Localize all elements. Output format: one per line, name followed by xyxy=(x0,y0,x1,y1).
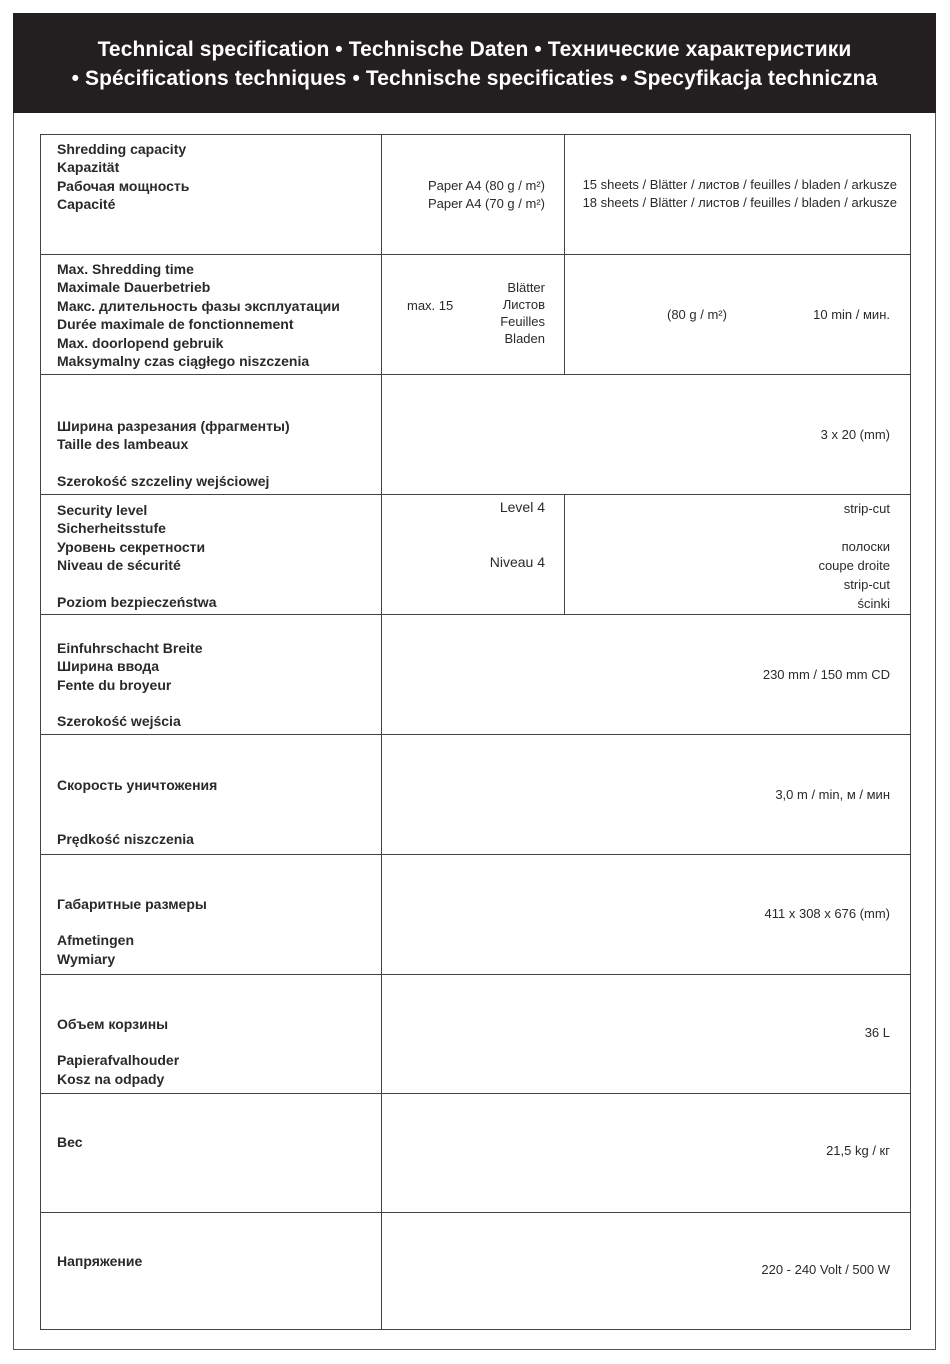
label-max-shredding-time: Max. Shredding time Maximale Dauerbetrieb Макс. длительность фазы эксплуатации Durée maximale de fonctionnement Max. doorlopend gebruik Maksymalny czas ciągłego niszczenia xyxy=(57,261,340,370)
voltage-value: 220 - 240 Volt / 500 W xyxy=(761,1262,890,1277)
sheet-units: Blätter Листов Feuilles Bladen xyxy=(500,280,545,346)
row-speed xyxy=(41,735,910,855)
spec-table xyxy=(40,134,911,1330)
label-weight: Вес xyxy=(57,1134,83,1150)
security-niveau-value: Niveau 4 xyxy=(489,554,545,570)
sheet-capacity: 15 sheets / Blätter / листов / feuilles / bladen / arkusze 18 sheets / Blätter / листов / feuilles / bladen / arkusze xyxy=(582,177,897,211)
label-speed: Скорость уничтожения Prędkość niszczenia xyxy=(57,777,218,848)
label-bin-volume: Объем корзины Papierafvalhouder Kosz na odpady xyxy=(57,1016,180,1087)
label-voltage: Напряжение xyxy=(57,1253,143,1269)
row-weight xyxy=(41,1093,910,1213)
header-title-line-2: • Spécifications techniques • Technische specificaties • Specyfikacja techniczna xyxy=(71,67,878,90)
time-value: 10 min / мин. xyxy=(813,307,890,322)
page-header xyxy=(13,13,936,113)
entry-width-value: 230 mm / 150 mm CD xyxy=(762,667,890,682)
paper-types: Paper A4 (80 g / m²) Paper A4 (70 g / m²) xyxy=(427,178,545,212)
row-cut-size xyxy=(41,375,910,495)
speed-value: 3,0 m / min, м / мин xyxy=(775,787,890,802)
row-dimensions xyxy=(41,855,910,975)
dimensions-value: 411 x 308 x 676 (mm) xyxy=(764,906,890,921)
row-entry-width xyxy=(41,615,910,735)
security-level-value: Level 4 xyxy=(499,499,545,515)
time-paper-weight: (80 g / m²) xyxy=(667,307,727,322)
cut-type-list: strip-cut полоски coupe droite strip-cut ścinki xyxy=(818,501,890,611)
label-entry-width: Einfuhrschacht Breite Ширина ввода Fente du broyeur Szerokość wejścia xyxy=(57,640,203,730)
label-dimensions: Габаритные размеры Afmetingen Wymiary xyxy=(57,896,207,967)
row-security-level xyxy=(41,495,910,615)
row-voltage xyxy=(41,1212,910,1329)
cut-size-value: 3 x 20 (mm) xyxy=(820,427,890,442)
label-cut-size: Ширина разрезания (фрагменты) Taille des lambeaux Szerokość szczeliny wejściowej xyxy=(57,418,290,489)
bin-volume-value: 36 L xyxy=(864,1025,890,1040)
label-security-level: Security level Sicherheitsstufe Уровень секретности Niveau de sécurité Poziom bezpieczeństwa xyxy=(57,502,217,610)
row-shredding-capacity xyxy=(41,135,910,255)
max-sheets: max. 15 xyxy=(407,298,454,313)
row-bin-volume xyxy=(41,974,910,1094)
label-shredding-capacity: Shredding capacity Kapazität Рабочая мощность Capacité xyxy=(57,141,190,213)
weight-value: 21,5 kg / кг xyxy=(826,1143,890,1158)
row-max-shredding-time xyxy=(41,255,910,375)
header-title-line-1: Technical specification • Technische Daten • Технические характеристики xyxy=(97,38,852,61)
